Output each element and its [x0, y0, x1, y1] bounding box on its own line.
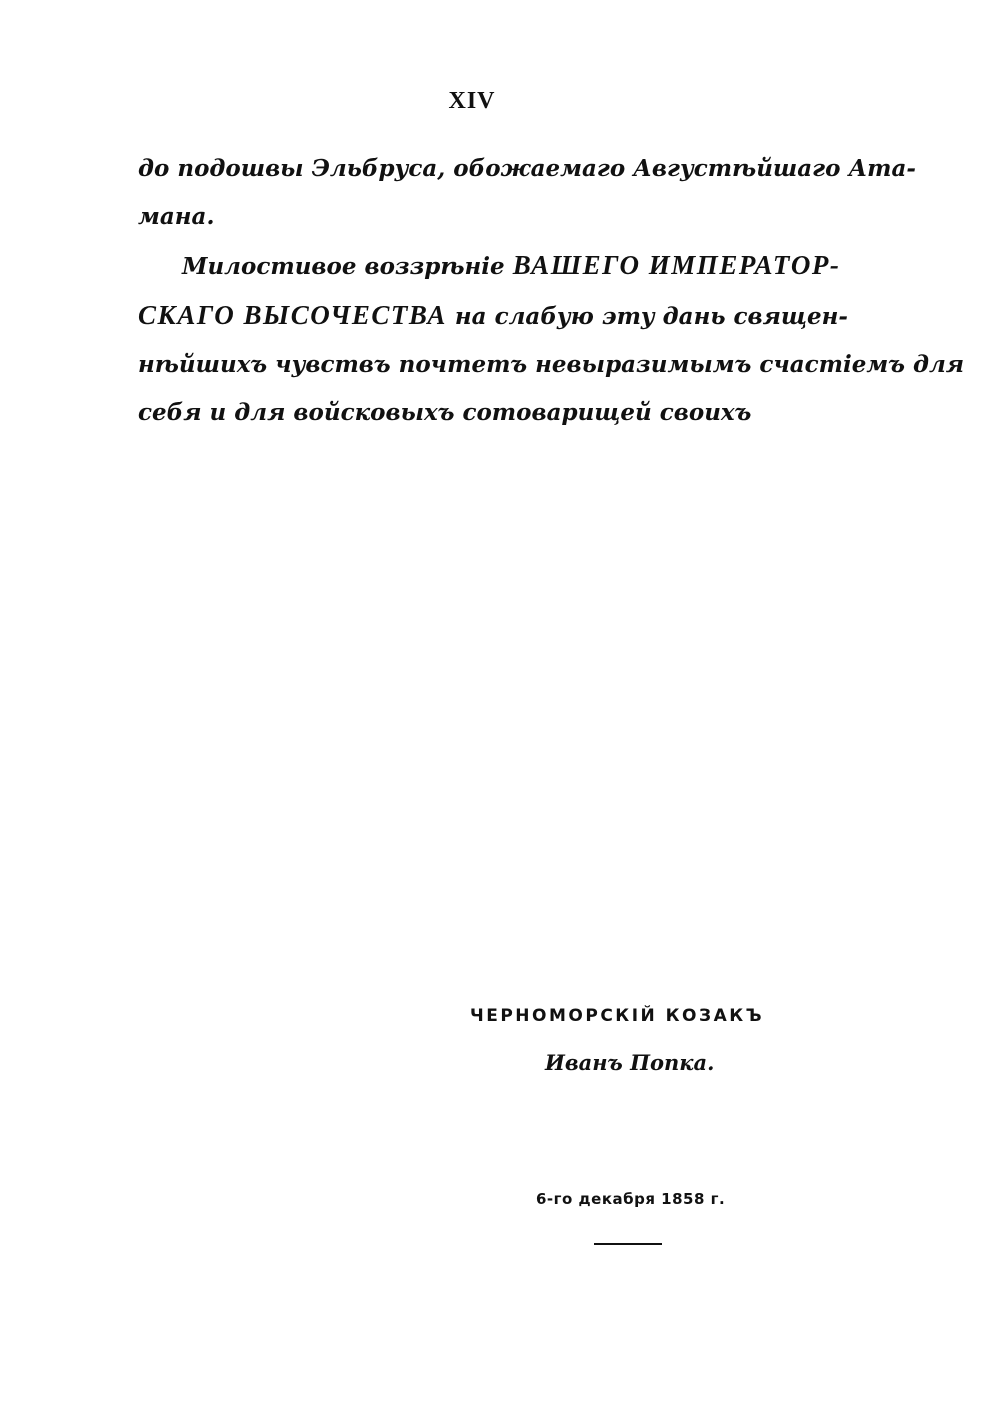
paragraph-text: Милостивое воззрѣніе: [182, 253, 505, 280]
signature-title: ЧЕРНОМОРСКІЙ КОЗАКЪ: [470, 1006, 765, 1026]
date-line: 6-го декабря 1858 г.: [536, 1190, 726, 1208]
paragraph-dedication-request: [138, 241, 965, 437]
paragraph-dedication-end: [138, 145, 916, 241]
emphasized-title: ВАШЕГО ИМПЕРАТОР-: [512, 250, 841, 280]
signature-name: Иванъ Попка.: [545, 1050, 715, 1075]
emphasized-title: СКАГО ВЫСОЧЕСТВА: [138, 300, 447, 330]
page-number: XIV: [448, 88, 496, 114]
paragraph-line: [138, 241, 841, 291]
end-rule-divider: [594, 1243, 662, 1245]
paragraph-line: [138, 291, 848, 341]
paragraph-text: на слабую эту дань священ-: [454, 303, 848, 330]
paragraph-line: себя и для войсковыхъ сотоварищей своихъ: [138, 399, 752, 426]
paragraph-line: до подошвы Эльбруса, обожаемаго Августѣйшаго Ата-: [138, 155, 916, 182]
paragraph-line: мана.: [138, 203, 215, 230]
paragraph-line: нѣйшихъ чувствъ почтетъ невыразимымъ счастіемъ для: [138, 351, 965, 378]
